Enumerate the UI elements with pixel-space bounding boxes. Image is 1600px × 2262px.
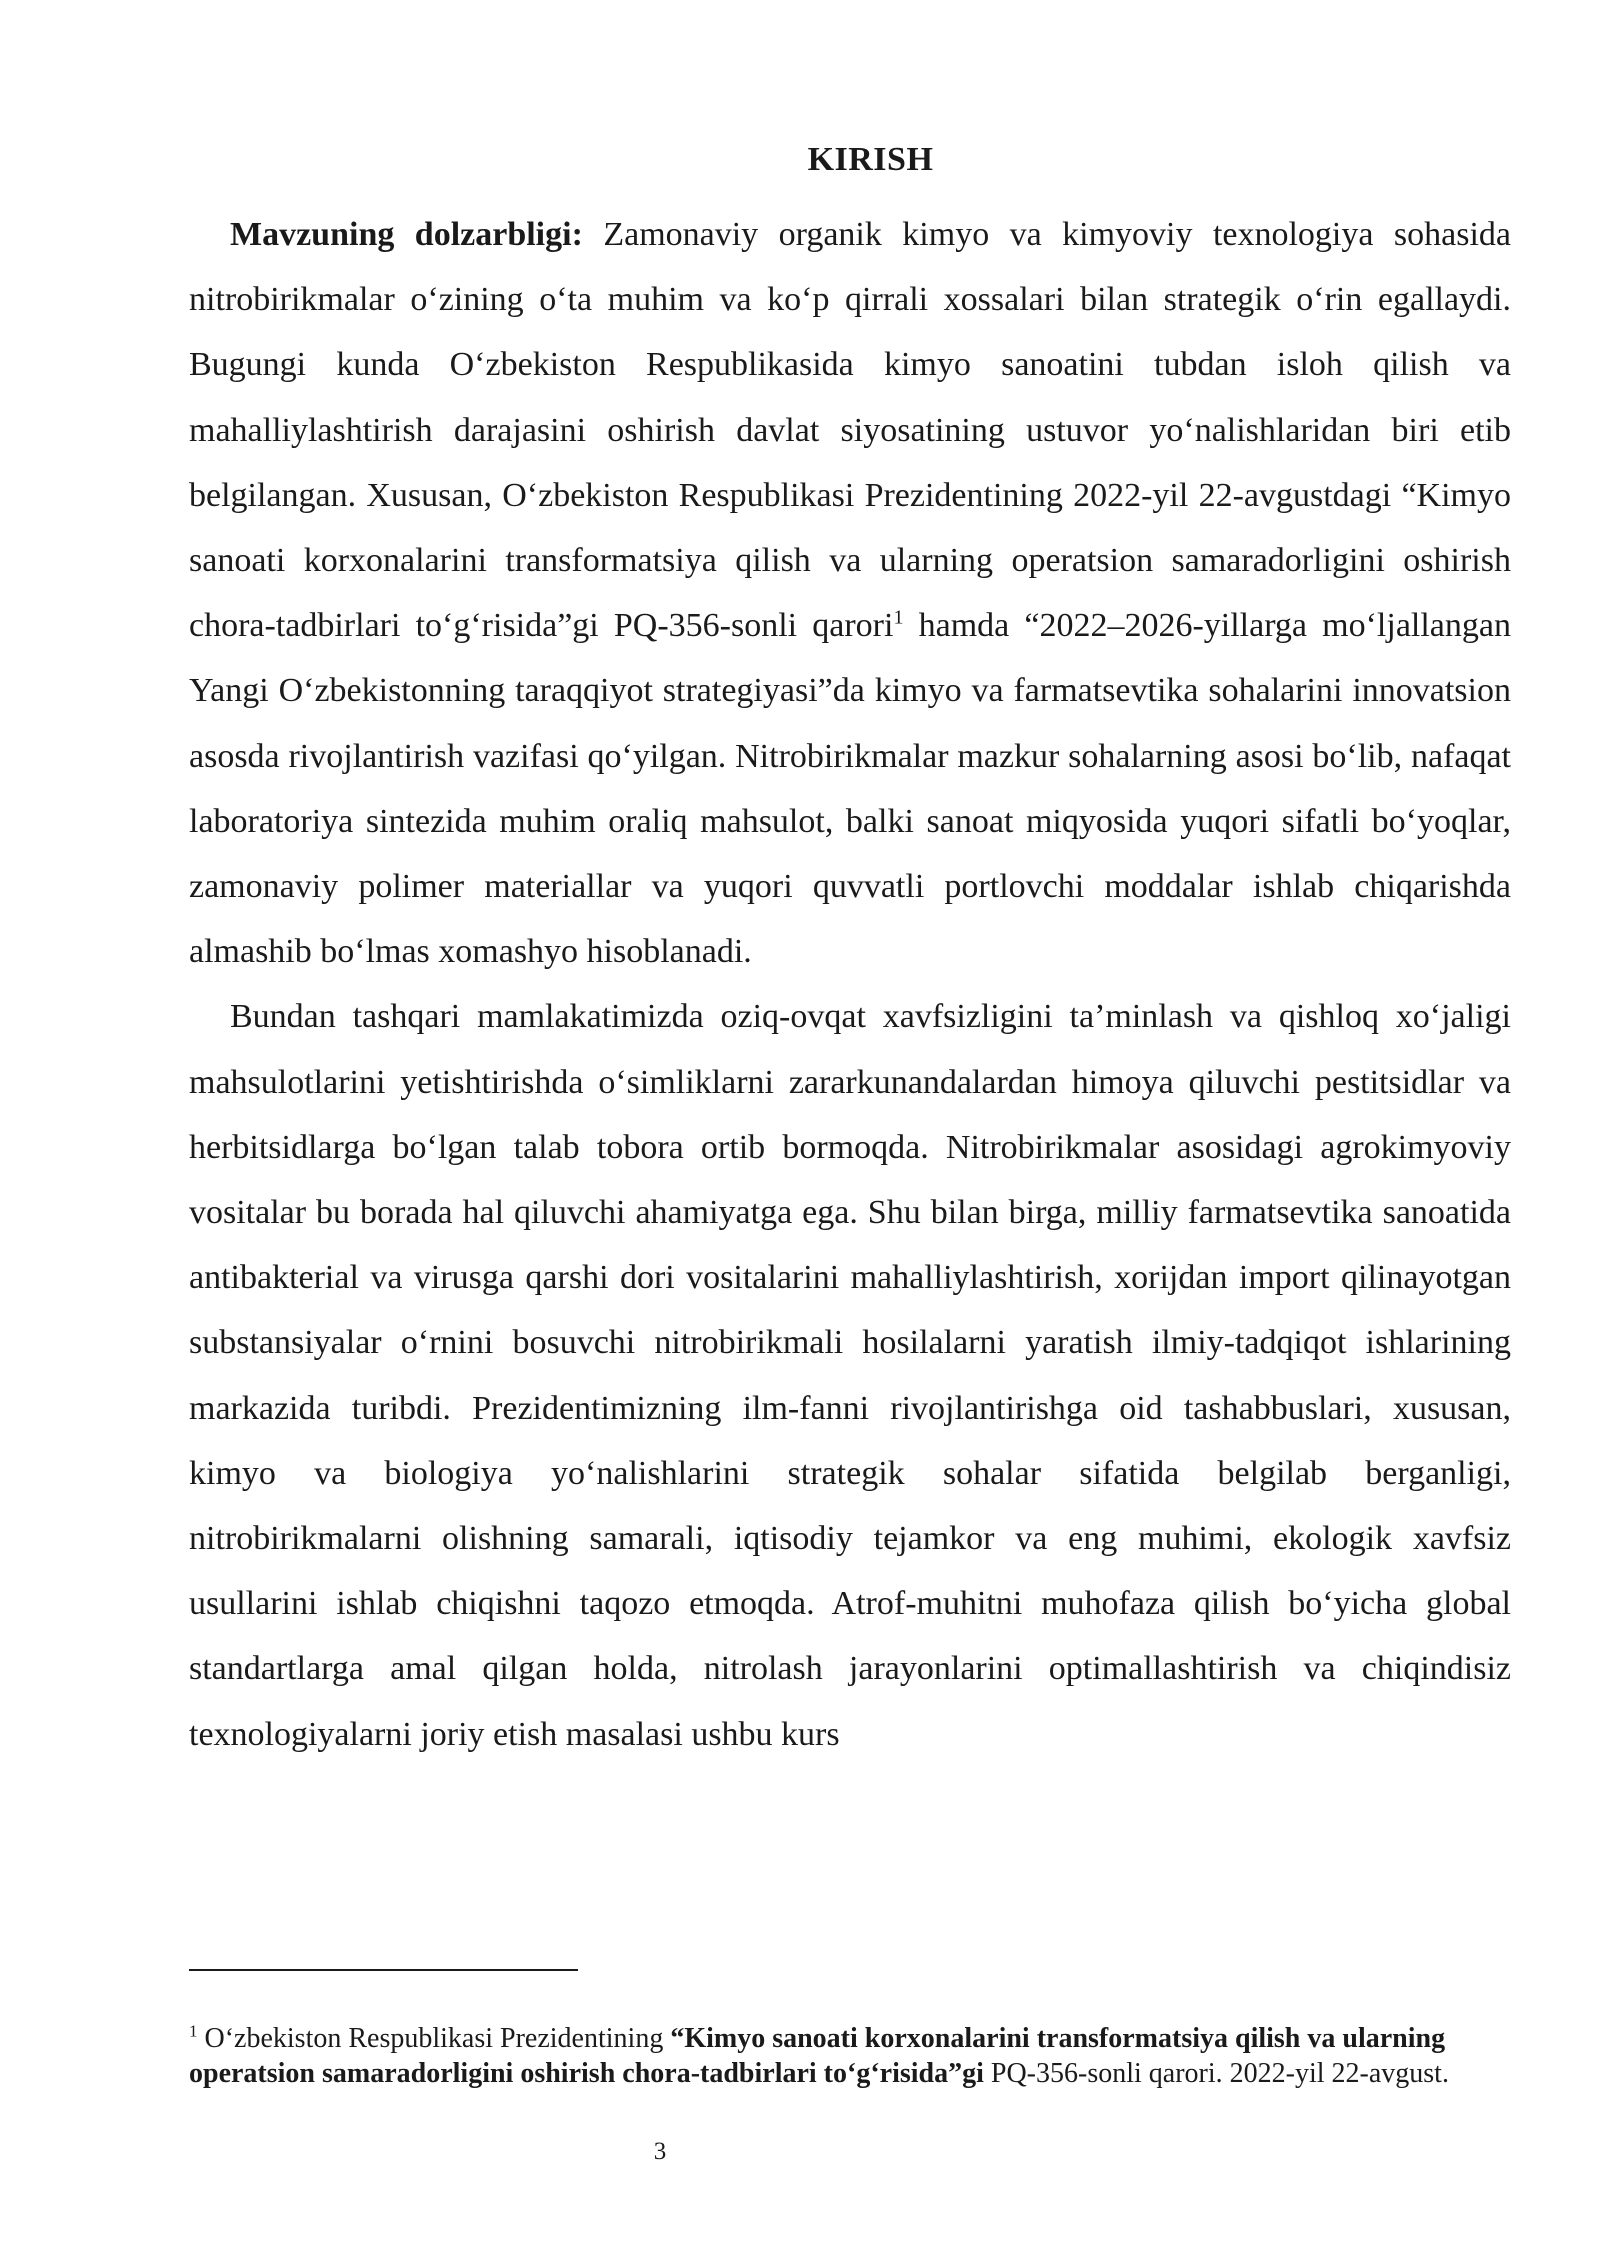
paragraph-lead: Mavzuning dolzarbligi: — [230, 216, 583, 253]
footnote-separator — [189, 1969, 578, 1971]
footnote-bold-title: “Kimyo sanoati korxonalarini transformatsiya qilish va ularning operatsion samaradorligini oshirish chora-tadbirlari to‘g‘risida”gi — [189, 2023, 1446, 2089]
footnote-text: O‘zbekiston Respublikasi Prezidentining — [197, 2023, 671, 2054]
paragraph-text-continued: hamda “2022–2026-yillarga mo‘ljallangan Yangi O‘zbekistonning taraqqiyot strategiyasi”da kimyo va farmatsevtika sohalarini innovatsion asosda rivojlantirish vazifasi qo‘yilgan. Nitrobirikmalar mazkur sohalarning asosi bo‘lib, nafaqat laboratoriya sintezida muhim oraliq mahsulot, balki sanoat miqyosida yuqori sifatli bo‘yoqlar, zamonaviy polimer materiallar va yuqori quvvatli portlovchi moddalar ishlab chiqarishda almashib bo‘lmas xomashyo hisoblanadi. — [189, 607, 1511, 971]
footnote-text-end: PQ-356-sonli qarori. 2022-yil 22-avgust. — [983, 2058, 1449, 2089]
footnote-reference[interactable]: 1 — [893, 606, 904, 629]
paragraph-relevance — [189, 202, 1511, 984]
page-number: 3 — [653, 2138, 667, 2165]
body-text — [189, 202, 1511, 1767]
page-heading: KIRISH — [807, 141, 934, 178]
paragraph-text: Zamonaviy organik kimyo va kimyoviy texnologiya sohasida nitrobirikmalar o‘zining o‘ta muhim va ko‘p qirrali xossalari bilan strategik o‘rin egallaydi. Bugungi kunda O‘zbekiston Respublikasida kimyo sanoatini tubdan isloh qilish va mahalliylashtirish darajasini oshirish davlat siyosatining ustuvor yo‘nalishlaridan biri etib belgilangan. Xususan, O‘zbekiston Respublikasi Prezidentining 2022-yil 22-avgustdagi “Kimyo sanoati korxonalarini transformatsiya qilish va ularning operatsion samaradorligini oshirish chora-tadbirlari to‘g‘risida”gi PQ-356-sonli qarori — [189, 216, 1511, 645]
footnote-number: 1 — [189, 2021, 198, 2041]
paragraph-second: Bundan tashqari mamlakatimizda oziq-ovqat xavfsizligini ta’minlash va qishloq xo‘jaligi mahsulotlarini yetishtirishda o‘simliklarni zararkunandalardan himoya qiluvchi pestitsidlar va herbitsidlarga bo‘lgan talab tobora ortib bormoqda. Nitrobirikmalar asosidagi agrokimyoviy vositalar bu borada hal qiluvchi ahamiyatga ega. Shu bilan birga, milliy farmatsevtika sanoatida antibakterial va virusga qarshi dori vositalarini mahalliylashtirish, xorijdan import qilinayotgan substansiyalar o‘rnini bosuvchi nitrobirikmali hosilalarni yaratish ilmiy-tadqiqot ishlarining markazida turibdi. Prezidentimizning ilm-fanni rivojlantirishga oid tashabbuslari, xususan, kimyo va biologiya yo‘nalishlarini strategik sohalar sifatida belgilab berganligi, nitrobirikmalarni olishning samarali, iqtisodiy tejamkor va eng muhimi, ekologik xavfsiz usullarini ishlab chiqishni taqozo etmoqda. Atrof-muhitni muhofaza qilish bo‘yicha global standartlarga amal qilgan holda, nitrolash jarayonlarini optimallashtirish va chiqindisiz texnologiyalarni joriy etish masalasi ushbu kurs — [189, 998, 1511, 1753]
footnote — [189, 2021, 1511, 2091]
